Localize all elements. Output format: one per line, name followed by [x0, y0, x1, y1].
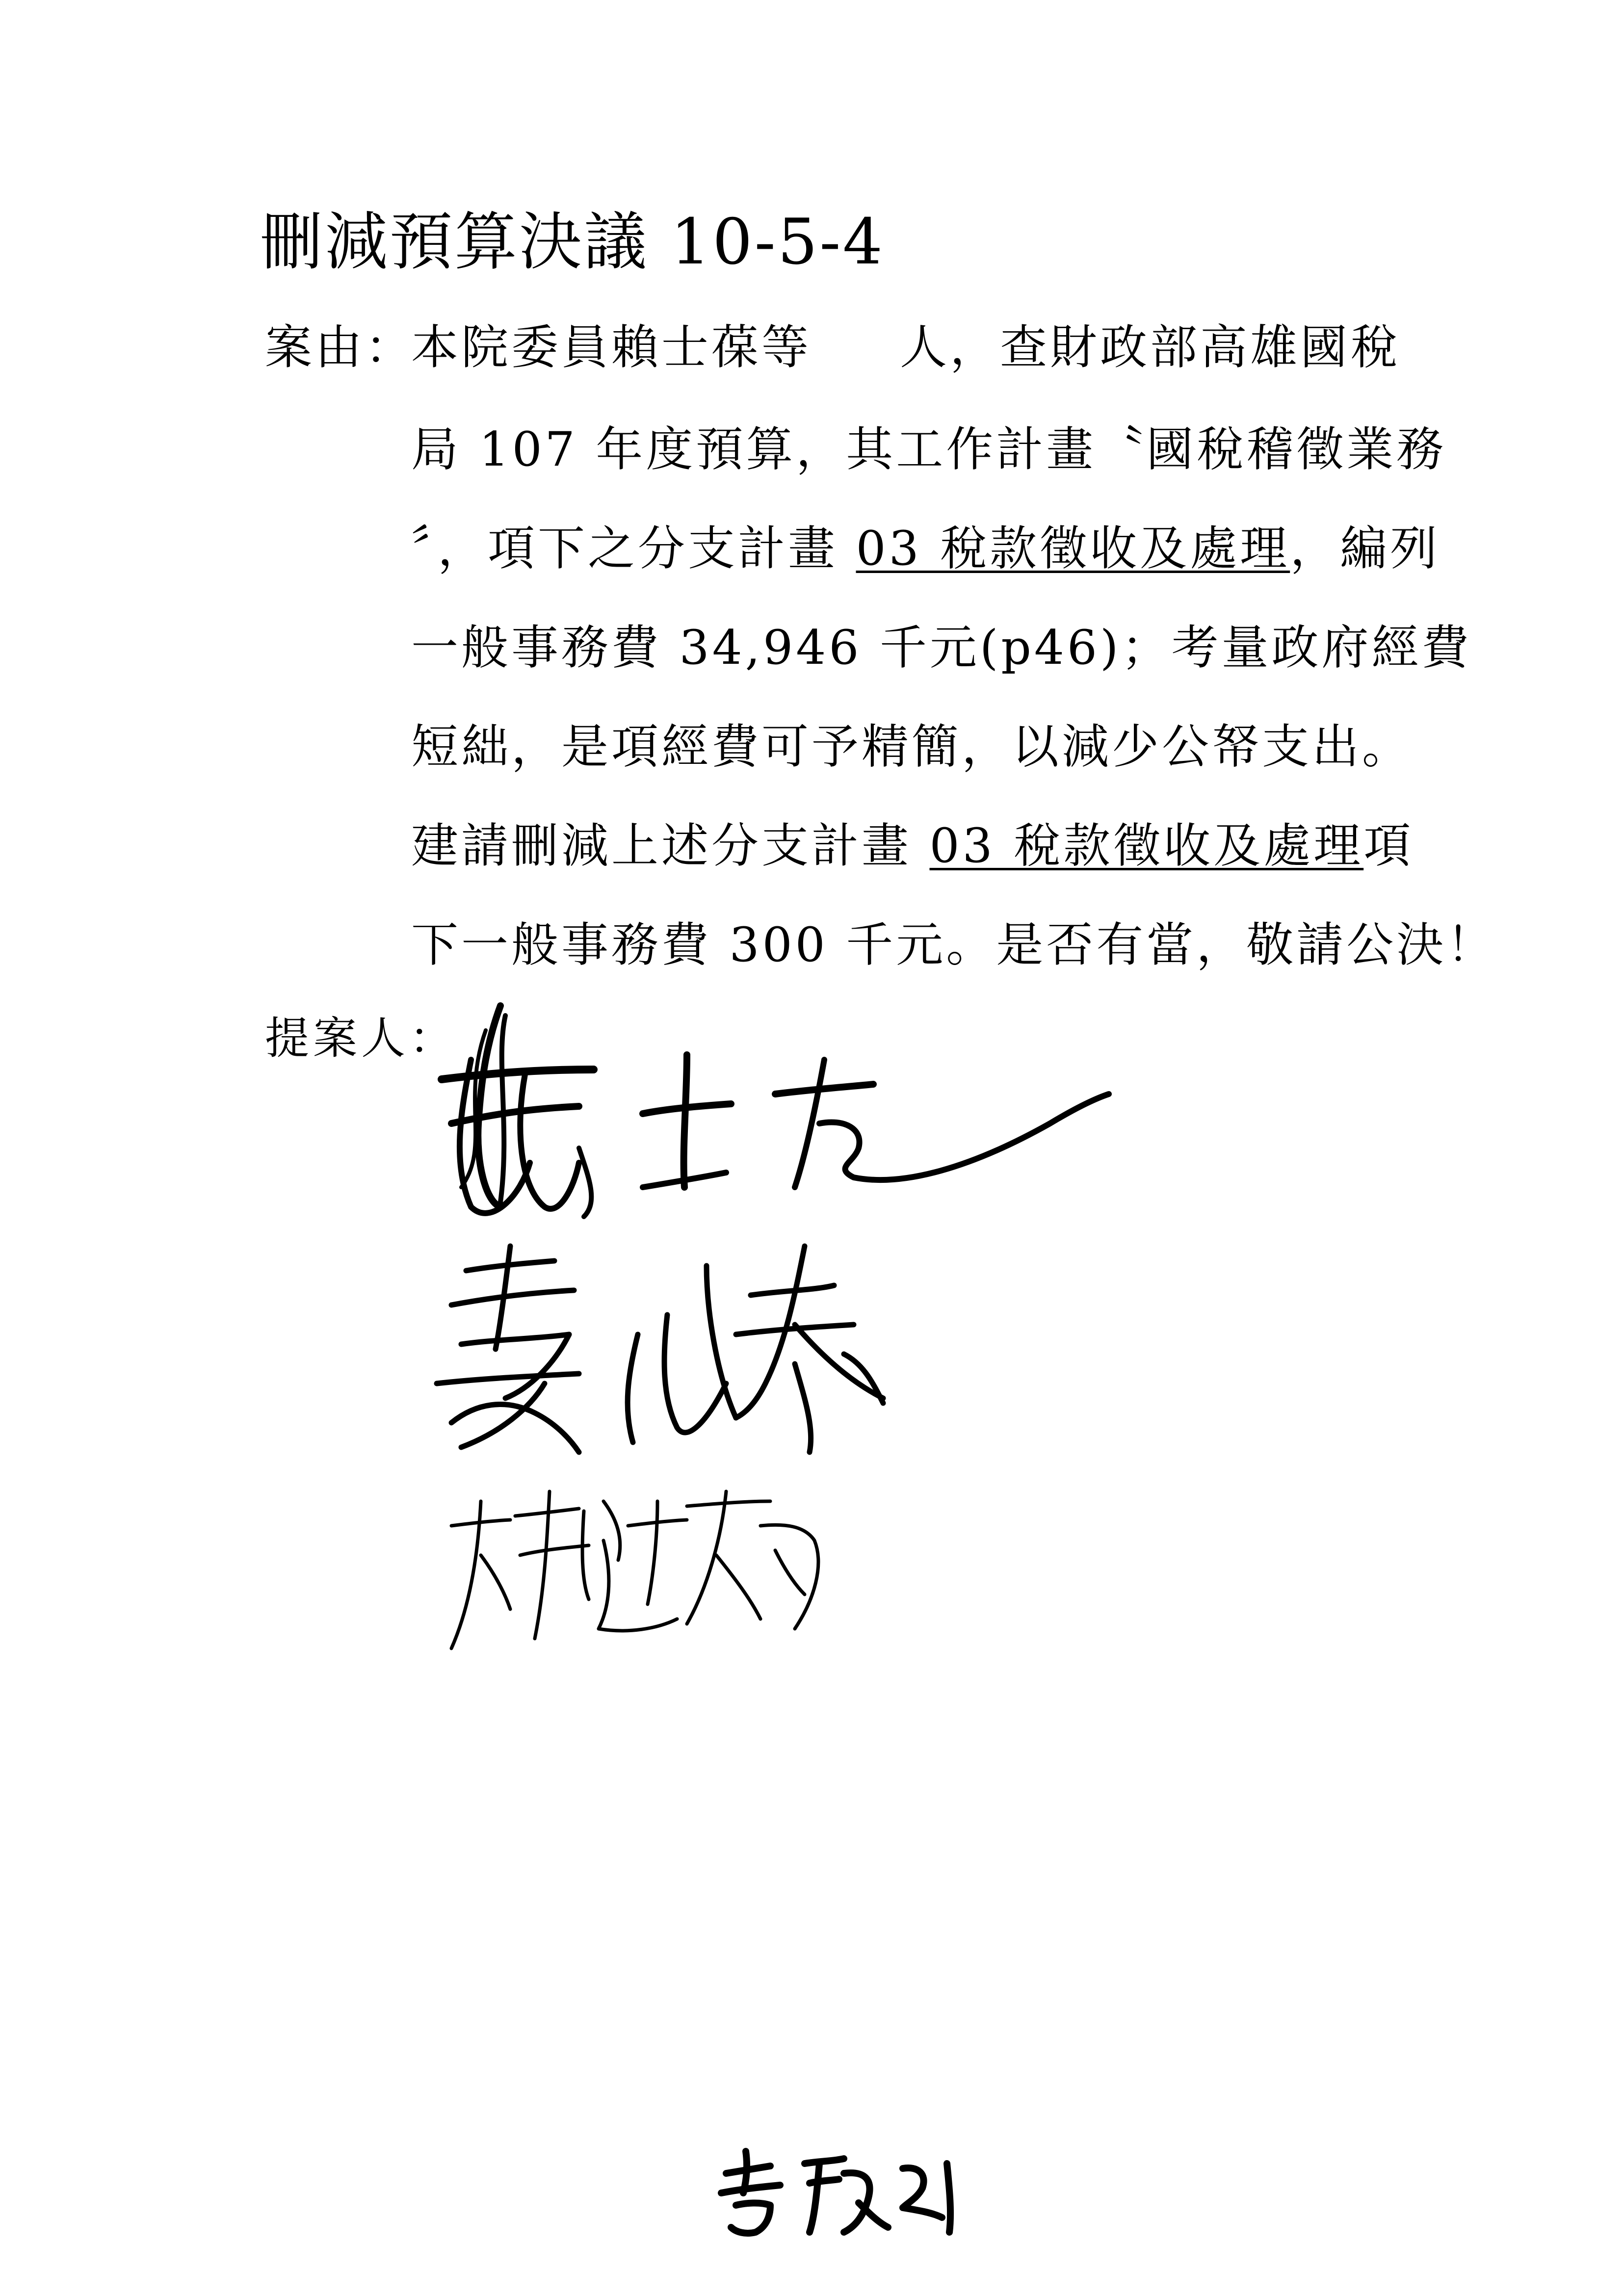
signature-2 — [432, 1236, 1001, 1472]
reason-line-2: 局 107 年度預算，其工作計畫〝國稅稽徵業務 — [411, 422, 1447, 477]
signature-4-image — [716, 2144, 971, 2242]
reason-line-1-part-b: 人，查財政部高雄國稅 — [900, 320, 1400, 375]
reason-line-3-part-b: ，編列 — [1290, 521, 1441, 576]
reason-line-1 — [411, 320, 1400, 375]
signature-3-image — [442, 1482, 844, 1658]
signature-4 — [716, 2144, 971, 2242]
proposer-label: 提案人： — [265, 1013, 457, 1064]
reason-line-3 — [411, 521, 1441, 576]
document-title: 刪減預算決議 10-5-4 — [260, 206, 885, 279]
signature-1 — [432, 1001, 1128, 1236]
reason-line-6 — [411, 818, 1414, 873]
reason-line-7: 下一般事務費 300 千元。是否有當，敬請公決！ — [411, 917, 1497, 972]
reason-line-6-part-b: 項 — [1363, 818, 1414, 873]
reason-line-1-part-a: 本院委員賴士葆等 — [411, 320, 812, 375]
signature-2-image — [432, 1236, 1001, 1472]
reason-line-3-part-a: 〞，項下之分支計畫 — [411, 521, 856, 576]
sub-plan-name-underlined: 03 稅款徵收及處理 — [856, 521, 1290, 576]
signature-3 — [442, 1482, 844, 1658]
reason-line-5: 短絀，是項經費可予精簡，以減少公帑支出。 — [411, 719, 1412, 774]
sub-plan-name-underlined-2: 03 稅款徵收及處理 — [929, 818, 1364, 873]
reason-line-4: 一般事務費 34,946 千元(p46)；考量政府經費 — [411, 620, 1472, 675]
reason-label: 案由： — [265, 320, 415, 375]
reason-line-6-part-a: 建請刪減上述分支計畫 — [411, 818, 930, 873]
signature-1-image — [432, 1001, 1128, 1236]
